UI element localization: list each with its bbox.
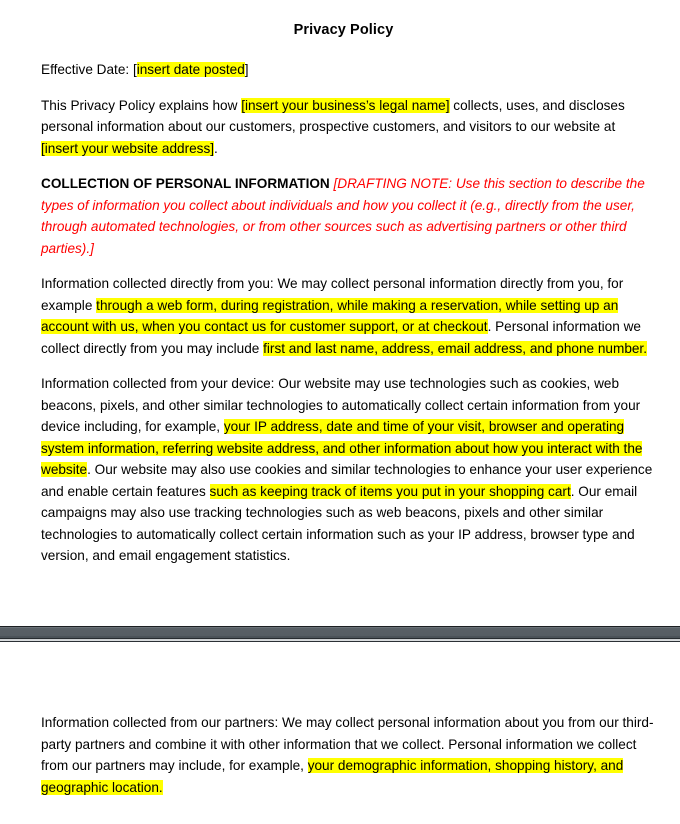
page-2-top-margin <box>41 642 654 712</box>
effective-date-paragraph <box>41 59 654 81</box>
direct-collection-paragraph <box>41 273 654 359</box>
section-heading-collection: COLLECTION OF PERSONAL INFORMATION <box>41 176 330 192</box>
partner-collection-highlight-1: your demographic information, shopping history, and geographic location. <box>41 758 624 795</box>
effective-date-label: Effective Date: <box>41 62 133 78</box>
direct-collection-highlight-1: through a web form, during registration, while making a reservation, while setting up an account with us, when you contact us for customer support, or at checkout <box>41 297 619 335</box>
direct-collection-text-1: Information collected directly from you: We may collect personal information directly from you, for example <box>41 276 624 313</box>
intro-paragraph <box>41 95 654 160</box>
intro-text-3: . <box>214 140 218 156</box>
intro-text-2: collects, uses, and discloses personal information about our customers, prospective customers, and visitors to our website at <box>41 97 625 135</box>
device-collection-text-2: . Our website may also use cookies and similar technologies to enhance your user experience and enable certain features <box>41 462 653 499</box>
partner-collection-paragraph <box>41 712 654 798</box>
page-break-divider <box>0 626 680 642</box>
effective-date-bracket-open: [ <box>132 62 137 78</box>
device-collection-text-3: . Our email campaigns may also use tracking technologies such as web beacons, pixels and other similar technologies to automatically collect certain information such as your IP address, browser type and version, and email engagement statistics. <box>41 483 638 564</box>
device-collection-highlight-2: such as keeping track of items you put in your shopping cart <box>209 483 571 499</box>
page-title: Privacy Policy <box>293 22 394 38</box>
business-name-placeholder: [insert your business’s legal name] <box>241 97 450 113</box>
effective-date-placeholder: insert date posted <box>136 62 245 78</box>
direct-collection-text-2: . Personal information we collect directly from you may include <box>41 319 641 356</box>
website-address-placeholder: [insert your website address] <box>41 140 215 156</box>
collection-section-paragraph <box>41 173 654 259</box>
device-collection-highlight-1: your IP address, date and time of your visit, browser and operating system information, referring website address, and other information about how you interact with the website <box>41 419 643 478</box>
document-page-2 <box>0 642 680 824</box>
intro-text-1: This Privacy Policy explains how <box>41 97 242 113</box>
direct-collection-highlight-2: first and last name, address, email address, and phone number. <box>263 340 647 356</box>
effective-date-bracket-close: ] <box>244 62 249 78</box>
partner-collection-text-1: Information collected from our partners: We may collect personal information about you from our third-party partners and combine it with other information that we collect. Personal information we collect from our partners may include, for example, <box>41 715 654 773</box>
device-collection-text-1: Information collected from your device: Our website may use technologies such as cookies, web beacons, pixels, and other similar technologies to automatically collect certain information from your device including, for example, <box>41 376 641 435</box>
drafting-note: [DRAFTING NOTE: Use this section to describe the types of information you collect about individuals and how you collect it (e.g., directly from the user, through automated technologies, or from other sources such as advertising partners or other third parties).] <box>41 176 645 256</box>
device-collection-paragraph <box>41 373 654 567</box>
